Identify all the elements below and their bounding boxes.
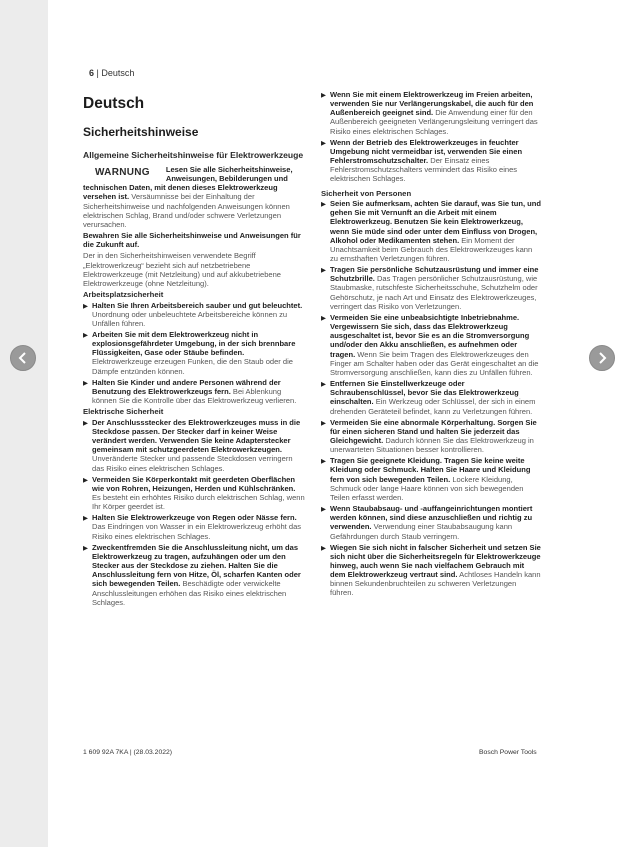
bullet-arrow-icon: ▶ bbox=[321, 544, 326, 552]
item-bold-text: Vermeiden Sie eine unbeabsichtigte Inbetriebnahme. Vergewissern Sie sich, dass das Elektrowerkzeug ausgeschaltet ist, bevor Sie es an die Stromversorgung und/oder den Akku anschließen, es aufnehmen oder tragen. bbox=[330, 312, 530, 359]
warning-text: Lesen Sie alle Sicherheitshinweise, Anweisungen, Bebilderungen und technischen Daten, mit denen dieses Elektrowerkzeug versehen ist. Versäumnisse bei der Einhaltung der Sicherheitshinweise und nachfolgenden Anweisungen können elektrischen Schlag, Brand und/oder schwere Verletzungen verursachen. bbox=[83, 165, 293, 229]
page-title: Deutsch bbox=[83, 95, 145, 112]
item-text: Das Tragen persönlicher Schutzausrüstung, wie Staubmaske, rutschfeste Sicherheitsschuhe, Schutzhelm oder Gehörschutz, je nach Art und Einsatz des Elektrowerkzeuges, verringert das Risiko von Verletzungen. bbox=[330, 274, 538, 311]
item-bold-text: Tragen Sie geeignete Kleidung. Tragen Sie keine weite Kleidung oder Schmuck. Halten Sie Haare und Kleidung fern von sich bewegenden Teilen. bbox=[330, 456, 531, 484]
list-item bbox=[83, 543, 305, 607]
list-item bbox=[321, 90, 541, 136]
next-page-button[interactable] bbox=[589, 345, 615, 371]
term-note: Der in den Sicherheitshinweisen verwendete Begriff „Elektrowerkzeug“ bezieht sich auf netzbetriebene Elektrowerkzeuge (mit Netzleitung) und auf akkubetriebene Elektrowerkzeuge (ohne Netzleitung). bbox=[83, 251, 282, 288]
list-item bbox=[321, 418, 541, 455]
list-item bbox=[321, 199, 541, 263]
list-item bbox=[83, 330, 305, 376]
item-text: Es besteht ein erhöhtes Risiko durch elektrischen Schlag, wenn Ihr Körper geerdet ist. bbox=[92, 493, 305, 512]
footer-brand: Bosch Power Tools bbox=[479, 749, 537, 756]
right-column bbox=[321, 90, 541, 600]
item-bold-text: Entfernen Sie Einstellwerkzeuge oder Schraubenschlüssel, bevor Sie das Elektrowerkzeug einschalten. bbox=[330, 379, 519, 407]
warning-label: WARNUNG bbox=[95, 167, 150, 178]
bullet-arrow-icon: ▶ bbox=[321, 458, 326, 466]
list-item bbox=[83, 378, 305, 405]
list-item bbox=[321, 313, 541, 377]
subsection-title: Allgemeine Sicherheitshinweise für Elektrowerkzeuge bbox=[83, 150, 304, 160]
section-title: Sicherheitshinweise bbox=[83, 125, 199, 139]
bullet-arrow-icon: ▶ bbox=[83, 476, 88, 484]
list-item bbox=[83, 301, 305, 328]
warning-block bbox=[83, 165, 305, 229]
item-text: Der Einsatz eines Fehlerstromschutzschalters vermindert das Risiko eines elektrischen Schlages. bbox=[330, 156, 518, 184]
item-bold-text: Vermeiden Sie eine abnormale Körperhaltung. Sorgen Sie für einen sicheren Stand und halten Sie jederzeit das Gleichgewicht. bbox=[330, 417, 537, 445]
bullet-arrow-icon: ▶ bbox=[321, 314, 326, 322]
item-bold-text: Der Anschlussstecker des Elektrowerkzeuges muss in die Steckdose passen. Der Stecker darf in keiner Weise verändert werden. Verwenden Sie keine Adapterstecker gemeinsam mit schutzgeerdeten Elektrowerkzeugen. bbox=[92, 417, 301, 455]
list-item bbox=[321, 379, 541, 416]
page-number: 6 bbox=[89, 68, 95, 78]
item-text: Beschädigte oder verwickelte Anschlussleitungen erhöhen das Risiko eines elektrischen Schlages. bbox=[92, 579, 287, 607]
workplace-heading: Arbeitsplatzsicherheit bbox=[83, 290, 164, 300]
list-item bbox=[321, 138, 541, 184]
chevron-right-icon bbox=[596, 352, 608, 364]
item-bold-text: Zweckentfremden Sie die Anschlussleitung nicht, um das Elektrowerkzeug zu tragen, aufzuhängen oder um den Stecker aus der Steckdose zu ziehen. Halten Sie die Anschlussleitung fern von Hitze, Öl, scharfen Kanten oder sich bewegenden Teilen. bbox=[92, 542, 301, 589]
bullet-arrow-icon: ▶ bbox=[321, 381, 326, 389]
list-item bbox=[321, 504, 541, 541]
item-bold-text: Halten Sie Elektrowerkzeuge von Regen oder Nässe fern. bbox=[92, 513, 297, 523]
bullet-arrow-icon: ▶ bbox=[83, 302, 88, 310]
bullet-arrow-icon: ▶ bbox=[321, 201, 326, 209]
bullet-arrow-icon: ▶ bbox=[83, 419, 88, 427]
electrical-list-continued bbox=[321, 90, 541, 184]
bullet-arrow-icon: ▶ bbox=[83, 379, 88, 387]
item-text: Lockere Kleidung, Schmuck oder lange Haare können von sich bewegenden Teilen erfasst werden. bbox=[330, 474, 524, 502]
item-bold-text: Seien Sie aufmerksam, achten Sie darauf, was Sie tun, und gehen Sie mit Vernunft an die Arbeit mit einem Elektrowerkzeug. Benutzen Sie kein Elektrowerkzeug, wenn Sie müde sind oder unter dem Einfluss von Drogen, Alkohol oder Medikamenten stehen. bbox=[330, 199, 541, 245]
bullet-arrow-icon: ▶ bbox=[83, 544, 88, 552]
item-text: Unordnung oder unbeleuchtete Arbeitsbereiche können zu Unfällen führen. bbox=[92, 309, 288, 328]
page-header: 6 | Deutsch bbox=[89, 68, 135, 78]
item-text: Wenn Sie beim Tragen des Elektrowerkzeuges den Finger am Schalter haben oder das Gerät eingeschaltet an die Stromversorgung anschließen, kann dies zu Unfällen führen. bbox=[330, 349, 539, 377]
item-bold-text: Wenn der Betrieb des Elektrowerkzeuges in feuchter Umgebung nicht vermeidbar ist, verwenden Sie einen Fehlerstromschutzschalter. bbox=[330, 137, 523, 166]
item-text: Ein Werkzeug oder Schlüssel, der sich in einem drehenden Geräteteil befindet, kann zu Verletzungen führen. bbox=[330, 397, 536, 416]
item-text: Bei Ablenkung können Sie die Kontrolle über das Elektrowerkzeug verlieren. bbox=[92, 386, 297, 406]
chevron-left-icon bbox=[17, 352, 29, 364]
bullet-arrow-icon: ▶ bbox=[83, 515, 88, 523]
item-bold-text: Halten Sie Kinder und andere Personen während der Benutzung des Elektrowerkzeugs fern. bbox=[92, 377, 281, 396]
footer-doc-id: 1 609 92A 7KA | (28.03.2022) bbox=[83, 749, 173, 756]
list-item bbox=[83, 475, 305, 512]
item-bold-text: Wenn Staubabsaug- und -auffangeinrichtungen montiert werden können, sind diese anzuschließen und richtig zu verwenden. bbox=[330, 504, 533, 532]
keep-notice: Bewahren Sie alle Sicherheitshinweise und Anweisungen für die Zukunft auf. bbox=[83, 231, 301, 250]
item-bold-text: Tragen Sie persönliche Schutzausrüstung und immer eine Schutzbrille. bbox=[330, 265, 539, 284]
bullet-arrow-icon: ▶ bbox=[321, 92, 326, 99]
item-bold-text: Wenn Sie mit einem Elektrowerkzeug im Freien arbeiten, verwenden Sie nur Verlängerungskabel, die auch für den Außenbereich geeignet sind. bbox=[330, 90, 534, 118]
list-item bbox=[321, 265, 541, 311]
item-bold-text: Halten Sie Ihren Arbeitsbereich sauber und gut beleuchtet. bbox=[92, 300, 303, 310]
page-section: Deutsch bbox=[101, 68, 135, 78]
list-item bbox=[321, 543, 541, 598]
item-text: Elektrowerkzeuge erzeugen Funken, die den Staub oder die Dämpfe entzünden können. bbox=[92, 357, 293, 376]
personal-heading: Sicherheit von Personen bbox=[321, 188, 412, 198]
item-text: Dadurch können Sie das Elektrowerkzeug in unerwarteten Situationen besser kontrollieren. bbox=[330, 435, 534, 455]
workplace-list bbox=[83, 301, 305, 406]
item-text: Ein Moment der Unachtsamkeit beim Gebrauch des Elektrowerkzeuges kann zu ernsthaften Verletzungen führen. bbox=[330, 235, 533, 263]
list-item bbox=[83, 418, 305, 473]
item-bold-text: Arbeiten Sie mit dem Elektrowerkzeug nicht in explosionsgefährdeter Umgebung, in der sich brennbare Flüssigkeiten, Gase oder Stäube befinden. bbox=[92, 330, 296, 358]
personal-list bbox=[321, 199, 541, 598]
electrical-heading: Elektrische Sicherheit bbox=[83, 407, 164, 417]
electrical-list bbox=[83, 418, 305, 607]
bullet-arrow-icon: ▶ bbox=[321, 139, 326, 147]
item-bold-text: Wiegen Sie sich nicht in falscher Sicherheit und setzen Sie sich nicht über die Sicherheitsregeln für Elektrowerkzeuge hinweg, auch wenn Sie nach vielfachem Gebrauch mit dem Elektrowerkzeug vertraut sind. bbox=[330, 542, 541, 580]
item-text: Achtloses Handeln kann binnen Sekundenbruchteilen zu schweren Verletzungen führen. bbox=[330, 570, 541, 598]
previous-page-button[interactable] bbox=[10, 345, 36, 371]
bullet-arrow-icon: ▶ bbox=[83, 332, 88, 339]
item-text: Das Eindringen von Wasser in ein Elektrowerkzeug erhöht das Risiko eines elektrischen Schlages. bbox=[92, 522, 302, 541]
bullet-arrow-icon: ▶ bbox=[321, 267, 326, 275]
bullet-arrow-icon: ▶ bbox=[321, 419, 326, 427]
item-text: Die Anwendung einer für den Außenbereich geeigneten Verlängerungsleitung verringert das Risiko eines elektrischen Schlages. bbox=[330, 108, 538, 136]
item-text: Verwendung einer Staubabsaugung kann Gefährdungen durch Staub verringern. bbox=[330, 522, 513, 541]
list-item bbox=[321, 456, 541, 502]
left-column bbox=[83, 94, 305, 609]
bullet-arrow-icon: ▶ bbox=[321, 506, 326, 514]
item-bold-text: Vermeiden Sie Körperkontakt mit geerdeten Oberflächen wie von Rohren, Heizungen, Herden und Kühlschränken. bbox=[92, 474, 296, 493]
item-text: Unveränderte Stecker und passende Steckdosen verringern das Risiko eines elektrischen Schlages. bbox=[92, 454, 293, 473]
list-item bbox=[83, 513, 305, 540]
